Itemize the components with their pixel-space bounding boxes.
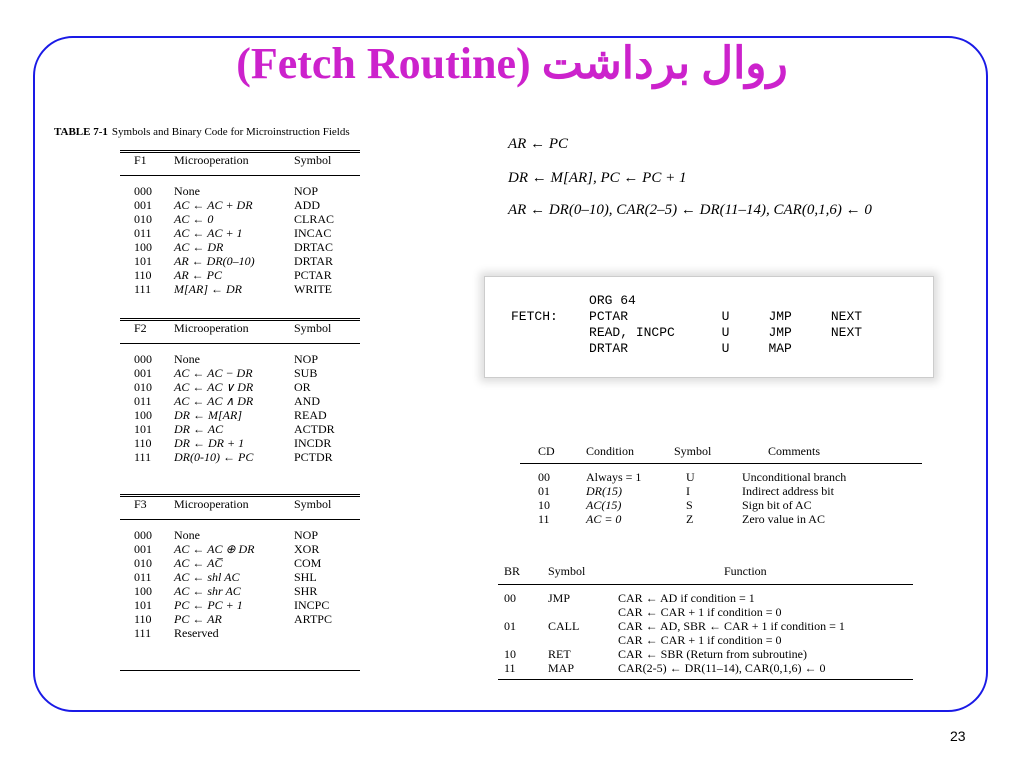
- f1-microop: AC ← AC + 1: [174, 226, 243, 240]
- table-row: [120, 520, 360, 543]
- f3-microop: AC ← AC̅: [174, 556, 223, 570]
- table-row: [120, 176, 360, 199]
- br-code: 00: [504, 591, 516, 605]
- f1-header-microop: Microoperation: [174, 153, 249, 167]
- table-row: [498, 619, 913, 633]
- f2-symbol: ACTDR: [294, 422, 335, 436]
- f3-symbol: XOR: [294, 542, 320, 556]
- f3-symbol: ARTPC: [294, 612, 332, 626]
- table-row: [120, 268, 360, 282]
- f2-microop: DR(0-10) ← PC: [174, 450, 254, 464]
- f2-code: 111: [134, 450, 152, 464]
- f3-microop: AC ← AC ⊕ DR: [174, 542, 255, 556]
- table-row: [120, 598, 360, 612]
- f1-code: 000: [134, 184, 152, 198]
- f3-microop: PC ← PC + 1: [174, 598, 243, 612]
- f2-code: 001: [134, 366, 152, 380]
- f2-symbol: INCDR: [294, 436, 332, 450]
- f2-code: 011: [134, 394, 152, 408]
- f1-microop: M[AR] ← DR: [174, 282, 242, 296]
- f3-code: 101: [134, 598, 152, 612]
- table-row: [498, 661, 913, 680]
- br-symbol: JMP: [548, 591, 571, 605]
- cond-comment: Unconditional branch: [742, 470, 847, 484]
- f2-code: 110: [134, 436, 152, 450]
- table-caption-label: TABLE 7-1: [54, 126, 108, 138]
- f1-symbol: CLRAC: [294, 212, 335, 226]
- table-row: [520, 464, 922, 485]
- f2-code: 010: [134, 380, 152, 394]
- table-row: [120, 212, 360, 226]
- table-row: [120, 450, 360, 469]
- f2-symbol: OR: [294, 380, 311, 394]
- table-row: [120, 584, 360, 598]
- cond-header-symbol: Symbol: [674, 444, 712, 458]
- br-function: CAR(2-5) ← DR(11–14), CAR(0,1,6) ← 0: [618, 661, 826, 675]
- f1-microop: AC ← 0: [174, 212, 214, 226]
- table-row: [120, 626, 360, 645]
- table-row: [120, 394, 360, 408]
- br-code: [498, 605, 544, 619]
- microprogram-box: [484, 276, 934, 378]
- table-row: [520, 484, 922, 498]
- cond-condition: DR(15): [586, 484, 622, 498]
- cond-symbol: S: [686, 498, 693, 512]
- f3-code: 010: [134, 556, 152, 570]
- table-row: [120, 198, 360, 212]
- f3-code: 011: [134, 570, 152, 584]
- f3-code: 100: [134, 584, 152, 598]
- f3-microop: None: [174, 528, 200, 542]
- f1-symbol: PCTAR: [294, 268, 332, 282]
- f2-symbol: SUB: [294, 366, 318, 380]
- f2-code: 100: [134, 408, 152, 422]
- f1-code: 110: [134, 268, 152, 282]
- table-row: [120, 240, 360, 254]
- table-row: [120, 380, 360, 394]
- f2-symbol: READ: [294, 408, 327, 422]
- f1-code: 001: [134, 198, 152, 212]
- f3-symbol: SHR: [294, 584, 318, 598]
- cond-comment: Indirect address bit: [742, 484, 834, 498]
- f2-microop: AC ← AC ∧ DR: [174, 394, 254, 408]
- f3-symbol: INCPC: [294, 598, 330, 612]
- f3-symbol: NOP: [294, 528, 319, 542]
- table-row: [120, 570, 360, 584]
- f1-code: 010: [134, 212, 152, 226]
- f3-code: 000: [134, 528, 152, 542]
- table-row: [520, 498, 922, 512]
- br-header-function: Function: [724, 564, 767, 578]
- br-function: CAR ← CAR + 1 if condition = 0: [618, 605, 782, 619]
- f3-header-code: F3: [134, 497, 147, 511]
- br-symbol: RET: [548, 647, 571, 661]
- table-row: [120, 254, 360, 268]
- f3-symbol: SHL: [294, 570, 317, 584]
- f1-code: 111: [134, 282, 152, 296]
- f1-code: 011: [134, 226, 152, 240]
- f3-code: 001: [134, 542, 152, 556]
- f2-symbol: PCTDR: [294, 450, 333, 464]
- f3-microop: Reserved: [174, 626, 219, 640]
- f1-microop: None: [174, 184, 200, 198]
- equation-line-2: DR ← M[AR], PC ← PC + 1: [508, 170, 687, 186]
- table-row: [498, 605, 913, 619]
- code-line-fetch: FETCH: PCTAR U JMP NEXT: [511, 309, 863, 324]
- table-row: [120, 282, 360, 301]
- table-caption: [54, 126, 350, 138]
- f3-microop: AC ← shr AC: [174, 584, 241, 598]
- f3-microop: PC ← AR: [174, 612, 222, 626]
- table-row: [120, 612, 360, 626]
- table-row: [120, 408, 360, 422]
- table-bottom-rule: [120, 670, 360, 671]
- cond-condition: AC(15): [586, 498, 622, 512]
- br-function: CAR ← AD if condition = 1: [618, 591, 755, 605]
- br-code: 01: [504, 619, 516, 633]
- cond-condition: Always = 1: [586, 470, 642, 484]
- br-code: 11: [504, 661, 516, 675]
- cond-header-comments: Comments: [768, 444, 821, 458]
- f3-code: 111: [134, 626, 152, 640]
- br-header-br: BR: [504, 564, 521, 578]
- slide-title: (Fetch Routine) روال برداشت: [236, 39, 788, 88]
- f1-header-code: F1: [134, 153, 147, 167]
- code-line-org: ORG 64: [511, 293, 636, 308]
- f1-microop: AC ← AC + DR: [174, 198, 253, 212]
- f3-table: [120, 494, 360, 645]
- f1-symbol: NOP: [294, 184, 319, 198]
- table-row: [498, 647, 913, 661]
- f3-microop: AC ← shl AC: [174, 570, 240, 584]
- page-number: 23: [950, 728, 966, 744]
- cond-header-cd: CD: [538, 444, 555, 458]
- br-symbol: [544, 605, 614, 619]
- f2-microop: DR ← DR + 1: [174, 436, 245, 450]
- br-function: CAR ← AD, SBR ← CAR + 1 if condition = 1: [618, 619, 845, 633]
- br-header-symbol: Symbol: [548, 564, 586, 578]
- br-code: [498, 633, 544, 647]
- equation-line-3: AR ← DR(0–10), CAR(2–5) ← DR(11–14), CAR(0,1,6) ← 0: [508, 202, 872, 218]
- f1-code: 101: [134, 254, 152, 268]
- f1-microop: AR ← DR(0–10): [174, 254, 255, 268]
- table-row: [120, 422, 360, 436]
- table-row: [120, 366, 360, 380]
- f2-microop: DR ← AC: [174, 422, 224, 436]
- f1-symbol: DRTAC: [294, 240, 333, 254]
- table-row: [120, 556, 360, 570]
- f2-microop: AC ← AC ∨ DR: [174, 380, 254, 394]
- f2-code: 101: [134, 422, 152, 436]
- code-line-read: READ, INCPC U JMP NEXT: [511, 325, 863, 340]
- f1-microop: AR ← PC: [174, 268, 222, 282]
- f3-symbol: COM: [294, 556, 322, 570]
- branch-table: [498, 560, 913, 680]
- f2-header-code: F2: [134, 321, 147, 335]
- f2-microop: DR ← M[AR]: [174, 408, 242, 422]
- f2-symbol: AND: [294, 394, 320, 408]
- table-caption-text: Symbols and Binary Code for Microinstruction Fields: [111, 126, 350, 138]
- equation-line-1: AR ← PC: [508, 136, 568, 152]
- br-symbol: MAP: [548, 661, 575, 675]
- cond-symbol: I: [686, 484, 690, 498]
- f1-table: [120, 150, 360, 301]
- f2-header-microop: Microoperation: [174, 321, 249, 335]
- condition-table: [520, 440, 922, 526]
- f1-header-symbol: Symbol: [294, 153, 332, 167]
- table-row: [120, 542, 360, 556]
- cond-comment: Zero value in AC: [742, 512, 825, 526]
- cond-comment: Sign bit of AC: [742, 498, 812, 512]
- table-row: [520, 512, 922, 526]
- f2-table: [120, 318, 360, 469]
- cond-cd: 11: [538, 512, 550, 526]
- br-function: CAR ← SBR (Return from subroutine): [618, 647, 807, 661]
- f3-symbol: [294, 626, 360, 645]
- f1-code: 100: [134, 240, 152, 254]
- cond-symbol: U: [686, 470, 695, 484]
- f3-code: 110: [134, 612, 152, 626]
- br-symbol: [544, 633, 614, 647]
- f2-code: 000: [134, 352, 152, 366]
- f1-microop: AC ← DR: [174, 240, 224, 254]
- cond-cd: 01: [538, 484, 550, 498]
- cond-condition: AC = 0: [586, 512, 622, 526]
- f1-symbol: INCAC: [294, 226, 332, 240]
- cond-header-condition: Condition: [586, 444, 635, 458]
- f2-header-symbol: Symbol: [294, 321, 332, 335]
- f3-header-symbol: Symbol: [294, 497, 332, 511]
- code-line-drtar: DRTAR U MAP: [511, 341, 792, 356]
- table-row: [120, 226, 360, 240]
- f2-microop: AC ← AC − DR: [174, 366, 253, 380]
- f2-microop: None: [174, 352, 200, 366]
- cond-cd: 10: [538, 498, 550, 512]
- f3-header-microop: Microoperation: [174, 497, 249, 511]
- f1-symbol: DRTAR: [294, 254, 333, 268]
- br-code: 10: [504, 647, 516, 661]
- f1-symbol: WRITE: [294, 282, 332, 296]
- table-row: [120, 436, 360, 450]
- table-row: [498, 585, 913, 606]
- table-row: [498, 633, 913, 647]
- cond-cd: 00: [538, 470, 550, 484]
- f1-symbol: ADD: [294, 198, 320, 212]
- br-symbol: CALL: [548, 619, 580, 633]
- br-function: CAR ← CAR + 1 if condition = 0: [618, 633, 782, 647]
- f2-symbol: NOP: [294, 352, 319, 366]
- cond-symbol: Z: [686, 512, 694, 526]
- table-row: [120, 344, 360, 367]
